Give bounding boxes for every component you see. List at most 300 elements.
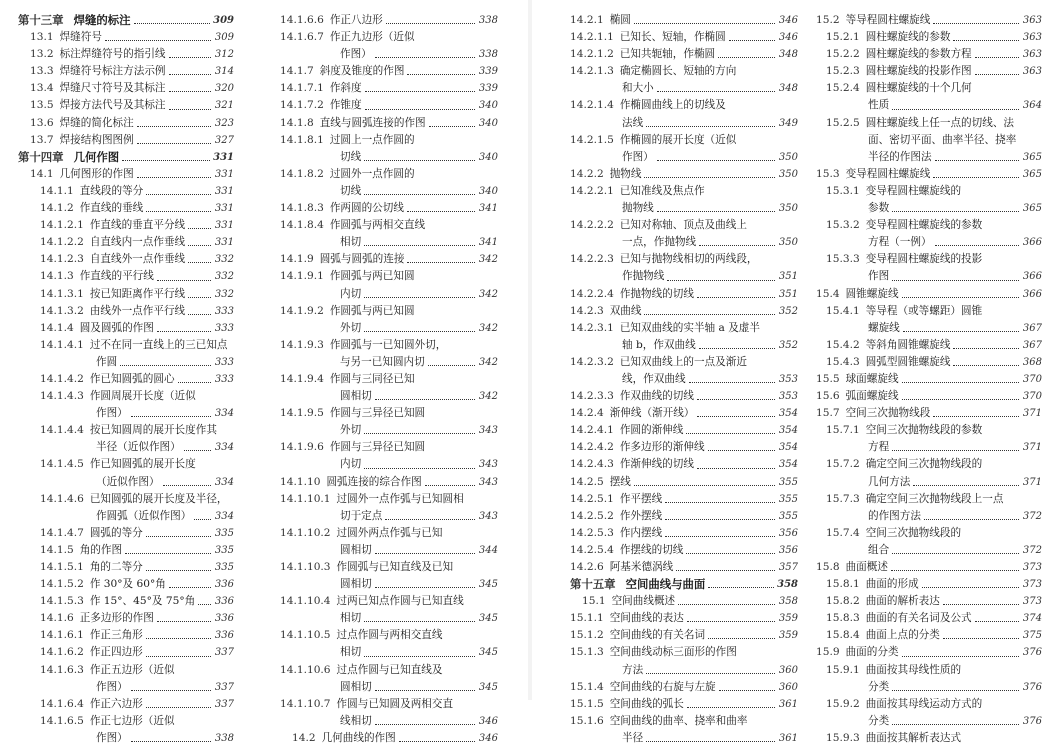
toc-entry-number: 14.1.7.2 (280, 99, 324, 112)
toc-entry[interactable] (816, 286, 1042, 303)
toc-entry[interactable] (570, 12, 798, 29)
toc-entry[interactable] (816, 525, 1042, 542)
toc-entry[interactable] (816, 166, 1042, 183)
toc-entry[interactable] (816, 97, 1042, 114)
toc-entry[interactable] (280, 217, 498, 234)
dot-leader (188, 228, 211, 229)
toc-entry[interactable] (280, 525, 498, 542)
toc-entry-number: 13.1 (30, 31, 54, 44)
dot-leader (933, 23, 1019, 24)
toc-entry-number: 15.8.1 (826, 578, 860, 591)
toc-entry[interactable] (280, 29, 498, 46)
toc-entry[interactable] (280, 679, 498, 696)
toc-entry[interactable] (816, 456, 1042, 473)
toc-entry-page-number: 346 (778, 15, 798, 26)
toc-entry[interactable] (570, 525, 798, 542)
toc-entry[interactable] (570, 337, 798, 354)
toc-entry[interactable] (280, 132, 498, 149)
toc-entry[interactable] (18, 679, 234, 696)
toc-entry-title: 作圆与三异径已知圆 (329, 407, 426, 420)
toc-entry[interactable] (280, 576, 498, 593)
toc-entry-number: 15.1 (582, 595, 606, 608)
toc-entry-title: 已知双曲线上的一点及渐近 (619, 355, 747, 368)
dot-leader (697, 399, 775, 400)
toc-entry[interactable] (280, 542, 498, 559)
toc-entry-number: 14.1.9.4 (280, 372, 324, 385)
toc-entry[interactable] (18, 730, 234, 747)
toc-entry[interactable] (18, 97, 234, 114)
toc-entry-title: 抛物线 (609, 167, 642, 180)
toc-entry[interactable] (816, 644, 1042, 661)
toc-entry[interactable] (570, 542, 798, 559)
dot-leader (105, 40, 211, 41)
toc-entry-number: 15.2.3 (826, 65, 860, 78)
dot-leader (157, 331, 211, 332)
toc-entry[interactable] (570, 713, 798, 730)
toc-entry-number: 14.2.4.3 (570, 458, 614, 471)
toc-entry-page-number: 333 (214, 373, 234, 385)
toc-entry[interactable] (816, 268, 1042, 285)
dot-leader (892, 724, 1019, 725)
toc-entry-title: 抛物线 (622, 202, 654, 215)
toc-entry[interactable] (570, 644, 798, 661)
toc-entry[interactable] (816, 371, 1042, 388)
dot-leader (169, 587, 211, 588)
toc-entry[interactable] (280, 713, 498, 730)
toc-entry[interactable] (570, 149, 798, 166)
toc-entry[interactable] (280, 422, 498, 439)
toc-entry[interactable] (570, 593, 798, 610)
toc-entry-number: 14.2.1.5 (570, 133, 614, 146)
toc-entry-number: 14.1.10.2 (280, 526, 331, 539)
toc-entry[interactable] (816, 422, 1042, 439)
toc-entry-page-number: 338 (214, 732, 234, 744)
toc-entry-page-number: 359 (778, 630, 798, 642)
toc-entry[interactable] (280, 696, 498, 713)
toc-entry[interactable] (816, 63, 1042, 80)
toc-entry-page-number: 337 (214, 681, 234, 693)
dot-leader (178, 382, 211, 383)
toc-entry-page-number: 342 (478, 356, 498, 368)
toc-entry[interactable] (570, 80, 798, 97)
toc-entry[interactable] (280, 183, 498, 200)
toc-entry[interactable] (280, 97, 498, 114)
dot-leader (163, 485, 211, 486)
dot-leader (364, 160, 475, 161)
toc-entry[interactable] (570, 286, 798, 303)
toc-entry[interactable] (280, 354, 498, 371)
toc-entry[interactable] (280, 166, 498, 183)
toc-entry-title: 等导程圆柱螺旋线 (845, 14, 931, 26)
toc-entry[interactable] (18, 234, 234, 251)
dot-leader (399, 741, 475, 742)
toc-entry[interactable] (280, 371, 498, 388)
toc-entry[interactable] (18, 354, 234, 371)
toc-entry[interactable] (280, 303, 498, 320)
toc-entry[interactable] (816, 713, 1042, 730)
toc-entry[interactable] (18, 200, 234, 217)
toc-entry-page-number: 374 (1022, 613, 1042, 625)
toc-entry-page-number: 351 (778, 271, 798, 283)
toc-entry-page-number: 371 (1022, 408, 1042, 420)
toc-entry-title: 作圆弧与两相交直线 (329, 219, 426, 232)
toc-entry[interactable] (280, 115, 498, 132)
toc-entry[interactable] (816, 542, 1042, 559)
toc-entry[interactable] (18, 268, 234, 285)
dot-leader (922, 587, 1019, 588)
toc-entry[interactable] (280, 12, 498, 29)
toc-entry-number: 14.1.7 (280, 65, 314, 78)
toc-entry[interactable] (18, 63, 234, 80)
toc-entry[interactable] (18, 422, 234, 439)
toc-entry[interactable] (18, 491, 234, 508)
toc-entry-page-number: 350 (778, 168, 798, 180)
toc-entry[interactable] (570, 200, 798, 217)
toc-entry[interactable] (18, 46, 234, 63)
toc-entry-title: 半径（近似作图） (96, 441, 181, 454)
toc-entry[interactable] (816, 12, 1042, 29)
toc-entry-title: 空间曲线的右旋与左旋 (609, 680, 716, 693)
toc-entry-title: 相切 (340, 612, 362, 625)
toc-entry[interactable] (570, 371, 798, 388)
toc-entry[interactable] (18, 388, 234, 405)
toc-entry[interactable] (570, 46, 798, 63)
toc-entry[interactable] (280, 627, 498, 644)
toc-entry[interactable] (816, 730, 1042, 747)
toc-entry-page-number: 363 (1022, 15, 1042, 26)
dot-leader (120, 365, 211, 366)
toc-entry-title: 椭圆 (609, 14, 631, 26)
dot-leader (892, 280, 1019, 281)
toc-entry-title: 分类 (868, 714, 890, 727)
toc-entry[interactable] (18, 371, 234, 388)
toc-entry[interactable] (570, 320, 798, 337)
dot-leader (953, 40, 1019, 41)
toc-entry-number: 14.2.1.3 (570, 65, 614, 78)
dot-leader (429, 126, 475, 127)
toc-entry[interactable] (570, 268, 798, 285)
toc-entry-number: 14.2.4 (570, 407, 604, 420)
toc-entry-number: 14.1.3.1 (40, 287, 84, 300)
toc-entry[interactable] (570, 217, 798, 234)
toc-entry[interactable] (18, 474, 234, 491)
toc-entry-number: 13.4 (30, 82, 54, 95)
toc-entry-number: 14.1.2 (40, 202, 74, 215)
toc-entry-title: 已知圆弧的展开长度及半径， (89, 492, 228, 505)
toc-entry[interactable] (18, 303, 234, 320)
toc-entry[interactable] (18, 542, 234, 559)
toc-entry[interactable] (18, 627, 234, 644)
toc-entry[interactable] (570, 508, 798, 525)
toc-entry-title: 标注焊缝符号的指引线 (59, 48, 166, 61)
toc-entry[interactable] (18, 559, 234, 576)
toc-entry-number: 15.1.6 (570, 714, 604, 727)
toc-entry[interactable] (570, 439, 798, 456)
toc-entry[interactable] (570, 115, 798, 132)
toc-entry-number: 15.7.2 (826, 458, 860, 471)
dot-leader (188, 245, 211, 246)
toc-entry-page-number: 353 (778, 373, 798, 385)
toc-entry[interactable] (570, 662, 798, 679)
toc-entry-title: 圆柱螺旋线的投影作图 (865, 65, 972, 78)
toc-entry-number: 15.4.3 (826, 355, 860, 368)
toc-entry-page-number: 358 (778, 596, 798, 608)
toc-entry[interactable] (18, 337, 234, 354)
toc-entry[interactable] (816, 46, 1042, 63)
toc-entry-title: 曲面的有关名词及公式 (865, 612, 972, 625)
toc-entry-page-number: 340 (478, 117, 498, 129)
toc-entry[interactable] (18, 217, 234, 234)
toc-entry[interactable] (280, 388, 498, 405)
toc-entry-title: 作圆弧与已知直线及已知 (336, 561, 454, 573)
toc-entry[interactable] (18, 149, 234, 166)
toc-entry[interactable] (280, 46, 498, 63)
toc-entry[interactable] (18, 610, 234, 627)
toc-entry[interactable] (280, 149, 498, 166)
toc-entry[interactable] (18, 696, 234, 713)
toc-entry[interactable] (18, 508, 234, 525)
toc-entry[interactable] (280, 439, 498, 456)
toc-entry[interactable] (570, 303, 798, 320)
toc-entry[interactable] (18, 576, 234, 593)
toc-entry[interactable] (280, 80, 498, 97)
toc-entry-title: 空间曲线概述 (611, 595, 676, 608)
toc-entry-number: 14.1.2.1 (40, 219, 84, 232)
dot-leader (678, 604, 775, 605)
toc-entry[interactable] (18, 29, 234, 46)
dot-leader (665, 536, 775, 537)
toc-entry-number: 14.1.6.4 (40, 697, 84, 710)
toc-entry[interactable] (816, 80, 1042, 97)
toc-entry[interactable] (18, 320, 234, 337)
toc-entry-page-number: 336 (214, 596, 234, 608)
toc-entry[interactable] (816, 508, 1042, 525)
toc-entry-number: 15.9.1 (826, 663, 860, 676)
toc-entry[interactable] (280, 662, 498, 679)
toc-entry[interactable] (280, 508, 498, 525)
toc-entry[interactable] (18, 132, 234, 149)
toc-entry-title: 作已知圆弧的展开长度 (89, 458, 196, 471)
toc-entry[interactable] (570, 388, 798, 405)
toc-entry[interactable] (280, 405, 498, 422)
toc-entry[interactable] (280, 286, 498, 303)
toc-entry-number: 14.1.6 (40, 612, 74, 625)
toc-entry[interactable] (816, 491, 1042, 508)
dot-leader (386, 23, 475, 24)
toc-entry[interactable] (816, 251, 1042, 268)
toc-entry[interactable] (570, 251, 798, 268)
toc-entry[interactable] (570, 63, 798, 80)
toc-entry-page-number: 309 (213, 15, 234, 26)
toc-entry-title: 分类 (868, 680, 890, 693)
toc-entry-number: 15.9.3 (826, 731, 860, 744)
toc-entry[interactable] (816, 388, 1042, 405)
toc-entry[interactable] (816, 217, 1042, 234)
toc-entry[interactable] (570, 132, 798, 149)
toc-entry[interactable] (816, 439, 1042, 456)
toc-entry[interactable] (570, 234, 798, 251)
toc-entry-page-number: 358 (777, 579, 798, 591)
toc-entry[interactable] (570, 679, 798, 696)
toc-entry[interactable] (816, 183, 1042, 200)
toc-entry-title: 作正四边形 (89, 646, 143, 659)
toc-entry[interactable] (570, 627, 798, 644)
toc-entry[interactable] (280, 593, 498, 610)
toc-entry[interactable] (18, 251, 234, 268)
toc-entry-number: 13.7 (30, 133, 54, 146)
toc-entry-title: 作圆弧与一已知圆外切， (329, 338, 447, 351)
toc-entry-page-number: 372 (1022, 510, 1042, 522)
toc-entry[interactable] (280, 320, 498, 337)
toc-entry[interactable] (816, 610, 1042, 627)
toc-entry-title: 曲面的形成 (865, 578, 919, 591)
toc-entry[interactable] (18, 713, 234, 730)
toc-entry[interactable] (816, 662, 1042, 679)
toc-entry[interactable] (280, 251, 498, 268)
toc-entry[interactable] (18, 80, 234, 97)
toc-entry[interactable] (816, 354, 1042, 371)
toc-entry[interactable] (816, 132, 1042, 149)
dot-leader (646, 673, 775, 674)
toc-entry[interactable] (570, 456, 798, 473)
toc-entry[interactable] (280, 200, 498, 217)
toc-entry[interactable] (816, 29, 1042, 46)
toc-entry-page-number: 331 (214, 203, 234, 215)
toc-entry-title: 空间曲线的弧长 (609, 697, 684, 710)
toc-entry-number: 14.1.5.1 (40, 561, 84, 573)
toc-entry[interactable] (816, 593, 1042, 610)
toc-entry[interactable] (816, 576, 1042, 593)
toc-entry[interactable] (816, 337, 1042, 354)
toc-entry[interactable] (18, 286, 234, 303)
toc-entry[interactable] (18, 456, 234, 473)
toc-entry-number: 15.2.4 (826, 82, 860, 95)
toc-entry[interactable] (18, 662, 234, 679)
toc-entry[interactable] (18, 183, 234, 200)
toc-entry[interactable] (18, 405, 234, 422)
toc-entry-number: 14.1.10.1 (280, 492, 331, 505)
toc-entry-page-number: 341 (478, 203, 498, 215)
toc-entry-title: 曲面的解析表达 (865, 595, 940, 608)
toc-entry[interactable] (280, 234, 498, 251)
toc-entry-number: 14.1.1 (40, 184, 74, 197)
toc-entry[interactable] (816, 559, 1042, 576)
toc-entry-title: 作正三角形 (89, 629, 143, 642)
toc-entry-number: 14.2.1.2 (570, 48, 614, 61)
toc-entry[interactable] (280, 559, 498, 576)
toc-entry[interactable] (816, 303, 1042, 320)
toc-entry-page-number: 342 (478, 322, 498, 334)
toc-entry[interactable] (570, 696, 798, 713)
toc-entry[interactable] (18, 644, 234, 661)
toc-entry-page-number: 354 (778, 459, 798, 471)
toc-entry[interactable] (570, 474, 798, 491)
toc-entry-title: 由线外一点作平行线 (89, 304, 186, 317)
toc-entry[interactable] (280, 491, 498, 508)
toc-entry-number: 第十三章 (18, 13, 64, 27)
dot-leader (646, 741, 775, 742)
toc-entry-page-number: 332 (214, 288, 234, 300)
dot-leader (194, 519, 211, 520)
dot-leader (425, 485, 475, 486)
toc-entry-title: 和大小 (622, 82, 654, 95)
toc-entry[interactable] (570, 491, 798, 508)
dot-leader (686, 553, 775, 554)
toc-entry-page-number: 338 (478, 15, 498, 26)
toc-entry[interactable] (18, 593, 234, 610)
dot-leader (697, 416, 775, 417)
toc-entry-title: 作内摆线 (619, 526, 663, 539)
toc-entry[interactable] (280, 268, 498, 285)
dot-leader (157, 621, 211, 622)
toc-entry[interactable] (570, 730, 798, 747)
toc-entry[interactable] (280, 63, 498, 80)
dot-leader (935, 160, 1019, 161)
toc-entry-title: 圆相切 (340, 680, 372, 693)
toc-entry[interactable] (280, 474, 498, 491)
toc-entry-title: 焊缝符号标注方法示例 (59, 65, 166, 78)
toc-entry-title: 方法 (622, 663, 644, 676)
toc-entry[interactable] (570, 97, 798, 114)
toc-entry[interactable] (280, 337, 498, 354)
toc-entry[interactable] (18, 12, 234, 29)
toc-entry[interactable] (18, 166, 234, 183)
toc-entry[interactable] (570, 166, 798, 183)
toc-entry[interactable] (280, 644, 498, 661)
toc-entry-title: 作正八边形 (329, 14, 383, 26)
toc-entry-page-number: 346 (478, 715, 498, 727)
toc-entry-page-number: 360 (778, 664, 798, 676)
toc-entry[interactable] (570, 422, 798, 439)
toc-entry[interactable] (18, 525, 234, 542)
dot-leader (146, 638, 211, 639)
toc-entry[interactable] (816, 679, 1042, 696)
toc-entry[interactable] (18, 115, 234, 132)
toc-entry[interactable] (280, 456, 498, 473)
toc-entry[interactable] (816, 200, 1042, 217)
toc-entry[interactable] (570, 29, 798, 46)
toc-entry-number: 14.1.6.5 (40, 714, 84, 727)
toc-entry[interactable] (570, 576, 798, 593)
toc-entry-number: 14.1.5 (40, 543, 74, 556)
toc-entry[interactable] (18, 439, 234, 456)
toc-entry[interactable] (280, 730, 498, 747)
toc-entry-page-number: 351 (778, 288, 798, 300)
toc-entry[interactable] (570, 354, 798, 371)
toc-entry-number: 15.3.2 (826, 219, 860, 232)
toc-entry[interactable] (816, 696, 1042, 713)
toc-entry-title: 焊缝的标注 (73, 13, 131, 27)
toc-entry[interactable] (816, 115, 1042, 132)
toc-entry[interactable] (816, 405, 1042, 422)
toc-entry[interactable] (816, 474, 1042, 491)
toc-entry-page-number: 363 (1022, 32, 1042, 44)
toc-entry-title: （近似作图） (96, 475, 160, 488)
toc-entry-page-number: 331 (214, 185, 234, 197)
toc-entry[interactable] (570, 559, 798, 576)
toc-entry-title: 几何作图 (73, 149, 120, 164)
toc-entry[interactable] (570, 183, 798, 200)
toc-entry[interactable] (816, 320, 1042, 337)
toc-entry[interactable] (280, 610, 498, 627)
toc-entry-title: 球面螺旋线 (845, 372, 899, 385)
toc-entry[interactable] (816, 627, 1042, 644)
toc-entry[interactable] (570, 610, 798, 627)
toc-entry[interactable] (816, 149, 1042, 166)
toc-entry[interactable] (816, 234, 1042, 251)
toc-entry[interactable] (570, 405, 798, 422)
toc-entry-title: 过圆外一点作弧与已知圆相 (336, 492, 464, 505)
